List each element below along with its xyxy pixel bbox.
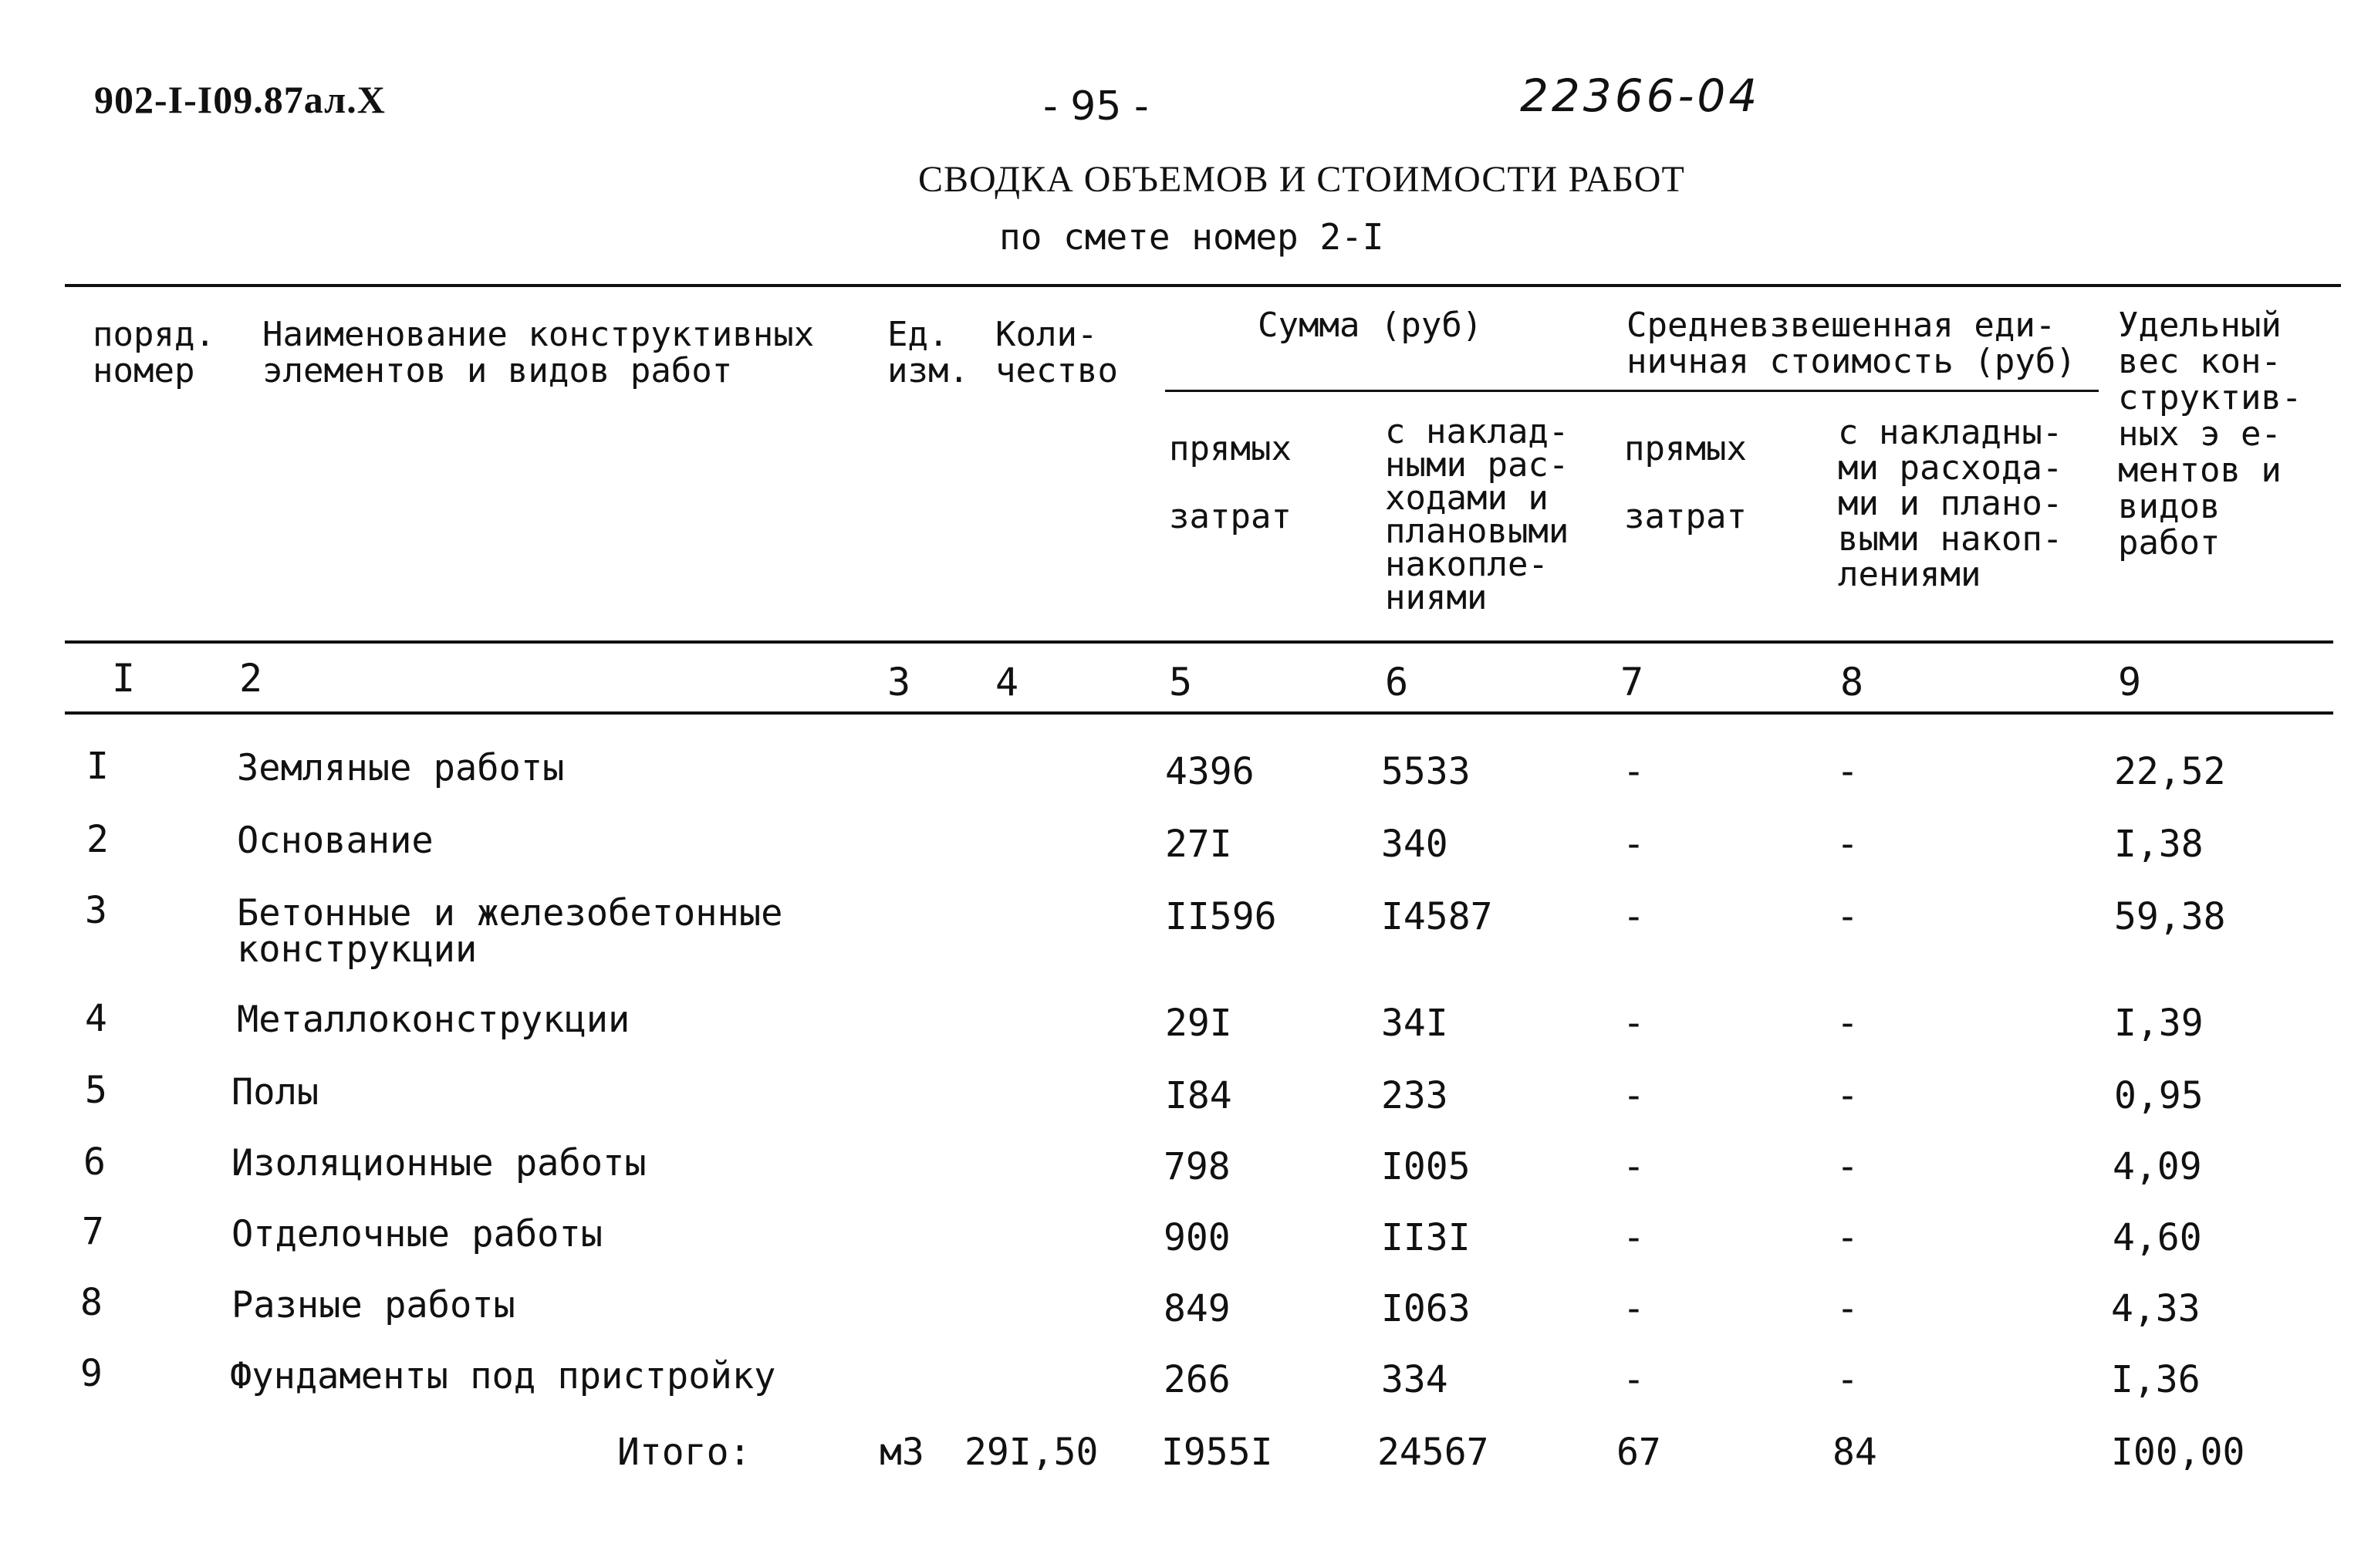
row-weight: 22,52	[2114, 750, 2226, 793]
row-weight: 0,95	[2114, 1074, 2204, 1117]
total-direct-cost: I955I	[1161, 1431, 1273, 1474]
row-number: 4	[85, 997, 107, 1040]
row-overhead-cost: 233	[1381, 1074, 1448, 1117]
handwritten-number: 22366-04	[1520, 69, 1761, 122]
total-avg-overhead: 84	[1832, 1431, 1877, 1474]
row-direct-cost: 4396	[1165, 750, 1255, 793]
table-top-rule	[65, 284, 2341, 287]
row-number: 5	[85, 1069, 107, 1112]
row-name: Фундаменты под пристройку	[230, 1355, 776, 1397]
header-unit: Ед. изм.	[887, 315, 969, 390]
row-weight: 59,38	[2114, 895, 2226, 938]
row-name: Отделочные работы	[231, 1213, 603, 1255]
row-avg-direct: -	[1623, 1002, 1645, 1045]
page-title: СВОДКА ОБЪЕМОВ И СТОИМОСТИ РАБОТ	[918, 159, 1685, 200]
row-name: Основание	[237, 819, 434, 862]
row-name: Изоляционные работы	[231, 1142, 647, 1184]
row-avg-overhead: -	[1836, 1002, 1859, 1045]
column-number: 2	[239, 656, 263, 701]
row-number: 2	[86, 818, 109, 861]
row-avg-overhead: -	[1836, 750, 1859, 793]
row-overhead-cost: I4587	[1381, 895, 1493, 938]
row-avg-direct: -	[1623, 1145, 1645, 1188]
row-weight: I,38	[2114, 823, 2204, 866]
header-with-overhead: с наклад- ными рас- ходами и плановыми накопле- ниями	[1385, 412, 1569, 617]
row-name: Земляные работы	[237, 747, 565, 789]
row-overhead-cost: II3I	[1381, 1216, 1471, 1259]
row-weight: 4,60	[2113, 1216, 2202, 1259]
row-name: Полы	[231, 1071, 319, 1113]
row-avg-direct: -	[1623, 750, 1645, 793]
row-avg-overhead: -	[1836, 1216, 1859, 1259]
row-overhead-cost: I005	[1381, 1145, 1471, 1188]
header-quantity: Коли- чество	[995, 315, 1118, 390]
column-number: 5	[1169, 660, 1193, 705]
row-direct-cost: 27I	[1165, 823, 1232, 866]
row-weight: I,39	[2114, 1002, 2204, 1045]
row-number: 8	[80, 1281, 103, 1324]
row-direct-cost: 29I	[1165, 1002, 1232, 1045]
header-name: Наименование конструктивных элементов и видов работ	[262, 315, 815, 390]
row-name: Металлоконструкции	[237, 999, 630, 1041]
row-avg-overhead: -	[1836, 1358, 1859, 1401]
total-label: Итого:	[617, 1431, 752, 1474]
row-number: I	[86, 745, 109, 788]
row-direct-cost: II596	[1165, 895, 1277, 938]
row-direct-cost: I84	[1165, 1074, 1232, 1117]
column-number: 7	[1620, 660, 1644, 705]
total-avg-direct: 67	[1616, 1431, 1661, 1474]
row-weight: I,36	[2111, 1358, 2201, 1401]
header-order-number: поряд. номер	[93, 315, 215, 390]
row-direct-cost: 900	[1164, 1216, 1231, 1259]
row-avg-overhead: -	[1836, 895, 1859, 938]
row-weight: 4,33	[2111, 1287, 2201, 1330]
row-weight: 4,09	[2113, 1145, 2202, 1188]
header-avg-direct-costs: прямых затрат	[1624, 429, 1747, 536]
total-weight: I00,00	[2111, 1431, 2245, 1474]
row-overhead-cost: 34I	[1381, 1002, 1448, 1045]
total-unit: м3	[880, 1431, 924, 1474]
row-avg-overhead: -	[1836, 1287, 1859, 1330]
header-average-group: Средневзвешенная еди- ничная стоимость (руб)	[1626, 306, 2076, 381]
page-subtitle: по смете номер 2-I	[999, 216, 1384, 258]
row-avg-direct: -	[1623, 895, 1645, 938]
row-avg-direct: -	[1623, 1358, 1645, 1401]
row-avg-overhead: -	[1836, 1074, 1859, 1117]
document-code: 902-I-I09.87ал.X	[94, 78, 386, 121]
column-number: 6	[1385, 660, 1409, 705]
row-avg-direct: -	[1623, 1074, 1645, 1117]
column-number: 4	[995, 660, 1019, 705]
row-avg-overhead: -	[1836, 1145, 1859, 1188]
row-overhead-cost: I063	[1381, 1287, 1471, 1330]
page-number: - 95 -	[1043, 83, 1149, 130]
column-numbers-rule	[65, 711, 2333, 715]
row-direct-cost: 849	[1164, 1287, 1231, 1330]
column-number: 8	[1840, 660, 1864, 705]
column-number: 3	[887, 660, 911, 705]
column-number: I	[112, 656, 136, 701]
row-avg-direct: -	[1623, 1287, 1645, 1330]
row-overhead-cost: 334	[1381, 1358, 1448, 1401]
row-overhead-cost: 340	[1381, 823, 1448, 866]
column-number: 9	[2118, 660, 2142, 705]
row-avg-direct: -	[1623, 1216, 1645, 1259]
row-name: Бетонные и железобетонные конструкции	[237, 892, 783, 971]
row-overhead-cost: 5533	[1381, 750, 1471, 793]
header-avg-with-overhead: с накладны- ми расхода- ми и плано- выми накоп- лениями	[1838, 413, 2063, 594]
row-avg-overhead: -	[1836, 823, 1859, 866]
row-number: 9	[80, 1352, 103, 1395]
group-header-rule	[1165, 390, 2099, 392]
total-overhead-cost: 24567	[1377, 1431, 1489, 1474]
total-quantity: 29I,50	[964, 1431, 1099, 1474]
header-bottom-rule	[65, 640, 2333, 644]
row-number: 6	[83, 1141, 106, 1184]
row-direct-cost: 798	[1164, 1145, 1231, 1188]
header-sum-group: Сумма (руб)	[1258, 306, 1483, 345]
header-direct-costs: прямых затрат	[1169, 429, 1292, 536]
row-direct-cost: 266	[1164, 1358, 1231, 1401]
row-name: Разные работы	[231, 1284, 515, 1326]
header-specific-weight: Удельный вес кон- структив- ных э е- ментов и видов работ	[2118, 306, 2302, 563]
row-number: 3	[85, 889, 107, 932]
row-number: 7	[82, 1210, 104, 1253]
row-avg-direct: -	[1623, 823, 1645, 866]
